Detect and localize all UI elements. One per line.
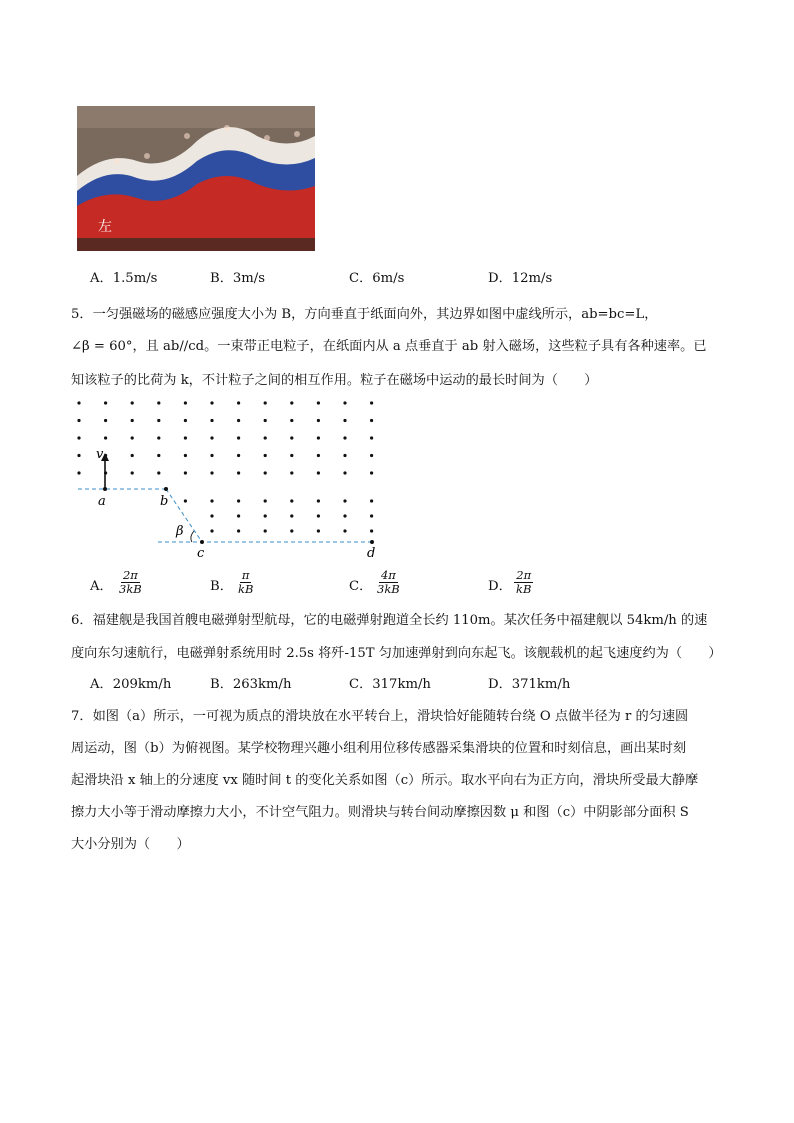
field-dot [77, 401, 80, 404]
field-dot [317, 401, 320, 404]
field-dot [210, 436, 213, 439]
q6-line-2: 度向东匀速航行，电磁弹射系统用时 2.5s 将歼-15T 匀加速弹射到向东起飞。该舰载机的起飞速度约为（ ） [71, 646, 722, 661]
q5-option-c-fraction: $\frac{4\pi}{3kB}$ [377, 568, 400, 596]
field-dot [317, 514, 320, 517]
field-dot [104, 436, 107, 439]
field-dot [131, 401, 134, 404]
field-dot [317, 499, 320, 502]
field-dot [264, 419, 267, 422]
field-dot [343, 401, 346, 404]
q5-option-d-fraction: $\frac{2\pi}{kB}$ [516, 568, 532, 596]
field-dot [343, 529, 346, 532]
q5-option-c-letter: C． [349, 579, 373, 594]
field-dot [290, 499, 293, 502]
field-dot [264, 499, 267, 502]
q4-option-d: D．12m/s [488, 271, 553, 286]
label-a: a [98, 494, 106, 509]
field-dot [237, 471, 240, 474]
q7-line-2: 周运动，图（b）为俯视图。某学校物理兴趣小组利用位移传感器采集滑块的位置和时刻信息，画出某时刻 [71, 741, 687, 756]
field-dot [317, 436, 320, 439]
field-dots [77, 401, 373, 532]
field-dot [131, 454, 134, 457]
q6-option-c: C．317km/h [349, 677, 431, 692]
field-dot [370, 454, 373, 457]
field-dot [290, 419, 293, 422]
field-dot [210, 514, 213, 517]
field-dot [184, 499, 187, 502]
q6-option-b: B．263km/h [210, 677, 292, 692]
field-dot [77, 471, 80, 474]
field-dot [317, 471, 320, 474]
field-dot [264, 401, 267, 404]
q7-line-3: 起滑块沿 x 轴上的分速度 vx 随时间 t 的变化关系如图（c）所示。取水平向右为正方向，滑块所受最大静摩 [71, 773, 699, 788]
field-dot [131, 471, 134, 474]
q6-option-a: A．209km/h [90, 677, 172, 692]
field-dot [370, 499, 373, 502]
label-beta: β [176, 524, 184, 539]
boundary-bc [166, 489, 202, 542]
field-dot [370, 529, 373, 532]
q5-option-b-letter: B． [210, 579, 233, 594]
q5-option-a-letter: A． [90, 579, 113, 594]
field-dot [157, 471, 160, 474]
field-dot [210, 454, 213, 457]
q4-option-b: B．3m/s [210, 271, 265, 286]
field-dot [184, 471, 187, 474]
field-dot [290, 471, 293, 474]
field-dot [237, 514, 240, 517]
field-dot [157, 401, 160, 404]
label-d: d [367, 546, 376, 561]
field-dot [157, 436, 160, 439]
field-dot [131, 419, 134, 422]
field-dot [317, 529, 320, 532]
magnetic-field-figure [70, 395, 390, 565]
field-dot [264, 471, 267, 474]
field-dot [131, 436, 134, 439]
field-dot [237, 529, 240, 532]
field-dot [370, 436, 373, 439]
q5-option-b-fraction: $\frac{\pi}{kB}$ [238, 568, 254, 596]
photo-left-label: 左 [98, 219, 112, 235]
field-dot [343, 419, 346, 422]
q6-option-d: D．371km/h [488, 677, 571, 692]
question4-photo [77, 106, 315, 251]
q7-line-5: 大小分别为（ ） [71, 837, 190, 852]
field-dot [237, 454, 240, 457]
field-dot [370, 471, 373, 474]
field-dot [104, 401, 107, 404]
q5-line-1: 5．一匀强磁场的磁感应强度大小为 B，方向垂直于纸面向外，其边界如图中虚线所示，ab=bc=L， [71, 307, 658, 322]
field-dot [290, 454, 293, 457]
q6-line-1: 6．福建舰是我国首艘电磁弹射型航母，它的电磁弹射跑道全长约 110m。某次任务中福建舰以 54km/h 的速 [71, 613, 708, 628]
label-v: v [96, 447, 104, 462]
field-dot [157, 419, 160, 422]
field-dot [237, 419, 240, 422]
field-dot [290, 436, 293, 439]
field-dot [317, 454, 320, 457]
field-dot [210, 401, 213, 404]
field-dot [77, 436, 80, 439]
field-dot [343, 436, 346, 439]
field-dot [264, 514, 267, 517]
q5-line-2: ∠β = 60°，且 ab//cd。一束带正电粒子，在纸面内从 a 点垂直于 ab 射入磁场，这些粒子具有各种速率。已 [71, 339, 707, 354]
field-dot [184, 401, 187, 404]
field-dot [104, 419, 107, 422]
beta-arc [191, 531, 194, 542]
field-dot [237, 401, 240, 404]
q7-line-1: 7．如图（a）所示，一可视为质点的滑块放在水平转台上，滑块恰好能随转台绕 O 点做半径为 r 的匀速圆 [71, 709, 689, 724]
field-dot [184, 419, 187, 422]
label-c: c [197, 546, 205, 561]
field-dot [210, 529, 213, 532]
field-dot [290, 401, 293, 404]
field-dot [343, 499, 346, 502]
field-dot [290, 529, 293, 532]
field-dot [77, 454, 80, 457]
field-dot [210, 419, 213, 422]
q4-option-a: A．1.5m/s [90, 271, 158, 286]
label-b: b [160, 494, 169, 509]
q5-line-3: 知该粒子的比荷为 k，不计粒子之间的相互作用。粒子在磁场中运动的最长时间为（ ） [71, 373, 598, 388]
field-dot [343, 471, 346, 474]
field-dot [237, 436, 240, 439]
field-dot [184, 454, 187, 457]
q4-option-c: C．6m/s [349, 271, 405, 286]
field-dot [317, 419, 320, 422]
q5-option-d-letter: D． [488, 579, 512, 594]
field-dot [264, 529, 267, 532]
field-dot [157, 454, 160, 457]
field-dot [77, 419, 80, 422]
field-dot [184, 436, 187, 439]
field-dot [237, 499, 240, 502]
field-dot [264, 454, 267, 457]
field-dot [343, 514, 346, 517]
q5-option-a-fraction: $\frac{2\pi}{3kB}$ [119, 568, 142, 596]
field-dot [343, 454, 346, 457]
field-dot [290, 514, 293, 517]
field-dot [210, 499, 213, 502]
field-dot [210, 471, 213, 474]
field-dot [264, 436, 267, 439]
field-dot [370, 419, 373, 422]
q7-line-4: 擦力大小等于滑动摩擦力大小，不计空气阻力。则滑块与转台间动摩擦因数 μ 和图（c）中阴影部分面积 S [71, 805, 689, 820]
field-dot [370, 401, 373, 404]
field-dot [370, 514, 373, 517]
